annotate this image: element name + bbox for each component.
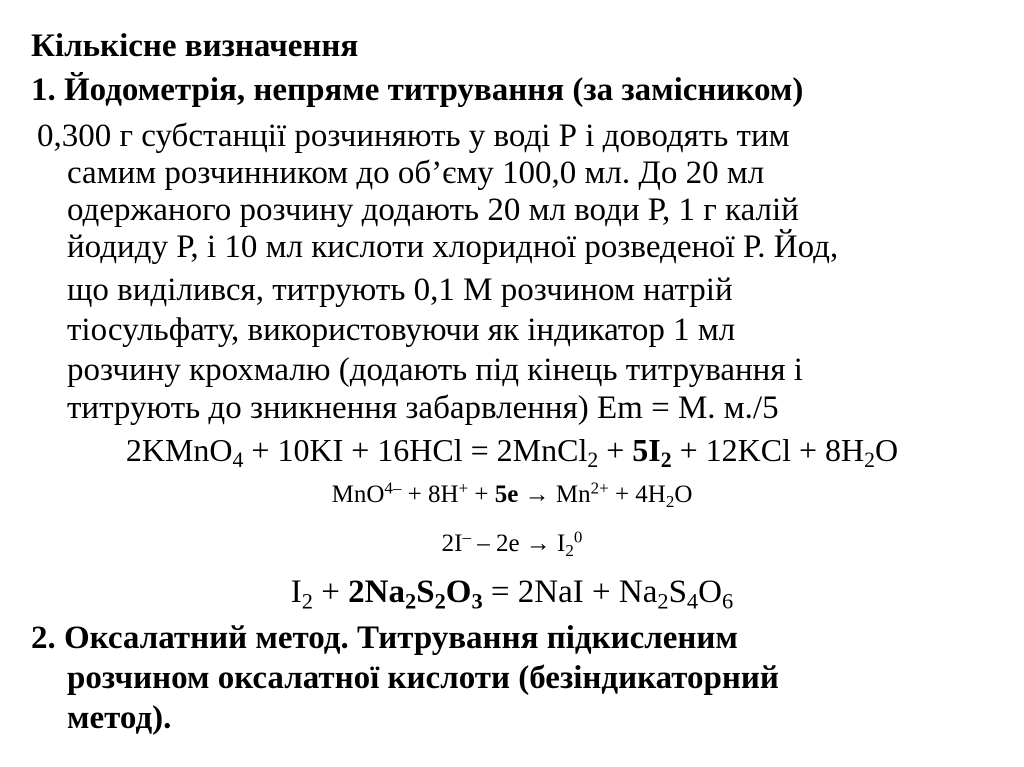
- page-title: Кількісне визначення: [31, 28, 359, 64]
- equation-segment: 4: [686, 588, 699, 614]
- paragraph-line: титрують до зникнення забарвлення) Еm = М. м./5: [67, 390, 779, 426]
- equation-segment: 3: [471, 588, 483, 614]
- equation-segment: 2KMnO: [125, 432, 233, 468]
- equation-segment: 2Na: [348, 574, 405, 610]
- equation-segment: 2: [864, 448, 876, 473]
- equation-segment: 2: [587, 448, 599, 473]
- equation-segment: 5e: [494, 481, 519, 508]
- equation-segment: + 8H: [401, 481, 459, 508]
- equation-iodide-half-reaction: [0, 527, 1024, 560]
- section-2-heading-line: розчином оксалатної кислоти (безіндикаторний: [67, 660, 779, 696]
- equation-segment: → Mn: [518, 481, 591, 508]
- equation-permanganate-half-reaction: [0, 478, 1024, 511]
- equation-segment: 4: [232, 448, 244, 473]
- equation-segment: + 10KI + 16HCl = 2MnCl: [243, 432, 588, 468]
- equation-segment: 2: [660, 448, 672, 473]
- equation-segment: 2: [657, 588, 669, 614]
- section-2-heading-line: 2. Оксалатний метод. Титрування підкисленим: [31, 620, 738, 656]
- equation-segment: MnO: [331, 481, 385, 508]
- equation-iodine-thiosulfate: [0, 574, 1024, 614]
- equation-segment: 2: [665, 491, 675, 511]
- equation-segment: 2: [565, 540, 574, 560]
- equation-segment: I: [290, 574, 302, 610]
- equation-segment: 2+: [590, 478, 609, 498]
- equation-permanganate-iodide: [0, 432, 1024, 473]
- paragraph-line: йодиду Р, і 10 мл кислоти хлоридної розведеної Р. Йод,: [67, 229, 839, 265]
- equation-segment: O: [875, 432, 899, 468]
- equation-segment: 5I: [632, 432, 661, 468]
- paragraph-line: самим розчинником до об’єму 100,0 мл. До 20 мл: [67, 155, 765, 191]
- equation-segment: S: [416, 574, 435, 610]
- equation-segment: +: [458, 478, 469, 498]
- section-2-heading-line: метод).: [67, 700, 172, 736]
- equation-segment: 4–: [384, 478, 402, 498]
- equation-segment: +: [313, 574, 349, 610]
- equation-segment: 2: [301, 588, 314, 614]
- equation-segment: – 2e → I: [470, 530, 566, 557]
- equation-segment: + 12KCl + 8H: [671, 432, 865, 468]
- paragraph-line: тіосульфату, використовуючи як індикатор 1 мл: [67, 312, 736, 348]
- equation-segment: S: [668, 574, 687, 610]
- paragraph-line: що виділився, титрують 0,1 М розчином натрій: [67, 272, 733, 308]
- paragraph-line: 0,300 г субстанції розчиняють у воді Р і доводять тим: [37, 118, 790, 154]
- equation-segment: 6: [721, 588, 734, 614]
- equation-segment: +: [598, 432, 633, 468]
- equation-segment: O: [698, 574, 722, 610]
- paragraph-line: одержаного розчину додають 20 мл води Р, 1 г калій: [67, 192, 799, 228]
- equation-segment: –: [462, 527, 471, 547]
- equation-segment: = 2NaI + Na: [482, 574, 658, 610]
- equation-segment: 2I: [441, 530, 463, 557]
- equation-segment: + 4H: [608, 481, 666, 508]
- equation-segment: O: [445, 574, 472, 610]
- equation-segment: +: [468, 481, 495, 508]
- section-1-heading: 1. Йодометрія, непряме титрування (за замісником): [31, 72, 804, 108]
- equation-segment: O: [674, 481, 693, 508]
- paragraph-line: розчину крохмалю (додають під кінець титрування і: [67, 352, 803, 388]
- equation-segment: 2: [404, 588, 417, 614]
- equation-segment: 2: [434, 588, 446, 614]
- equation-segment: 0: [573, 527, 583, 547]
